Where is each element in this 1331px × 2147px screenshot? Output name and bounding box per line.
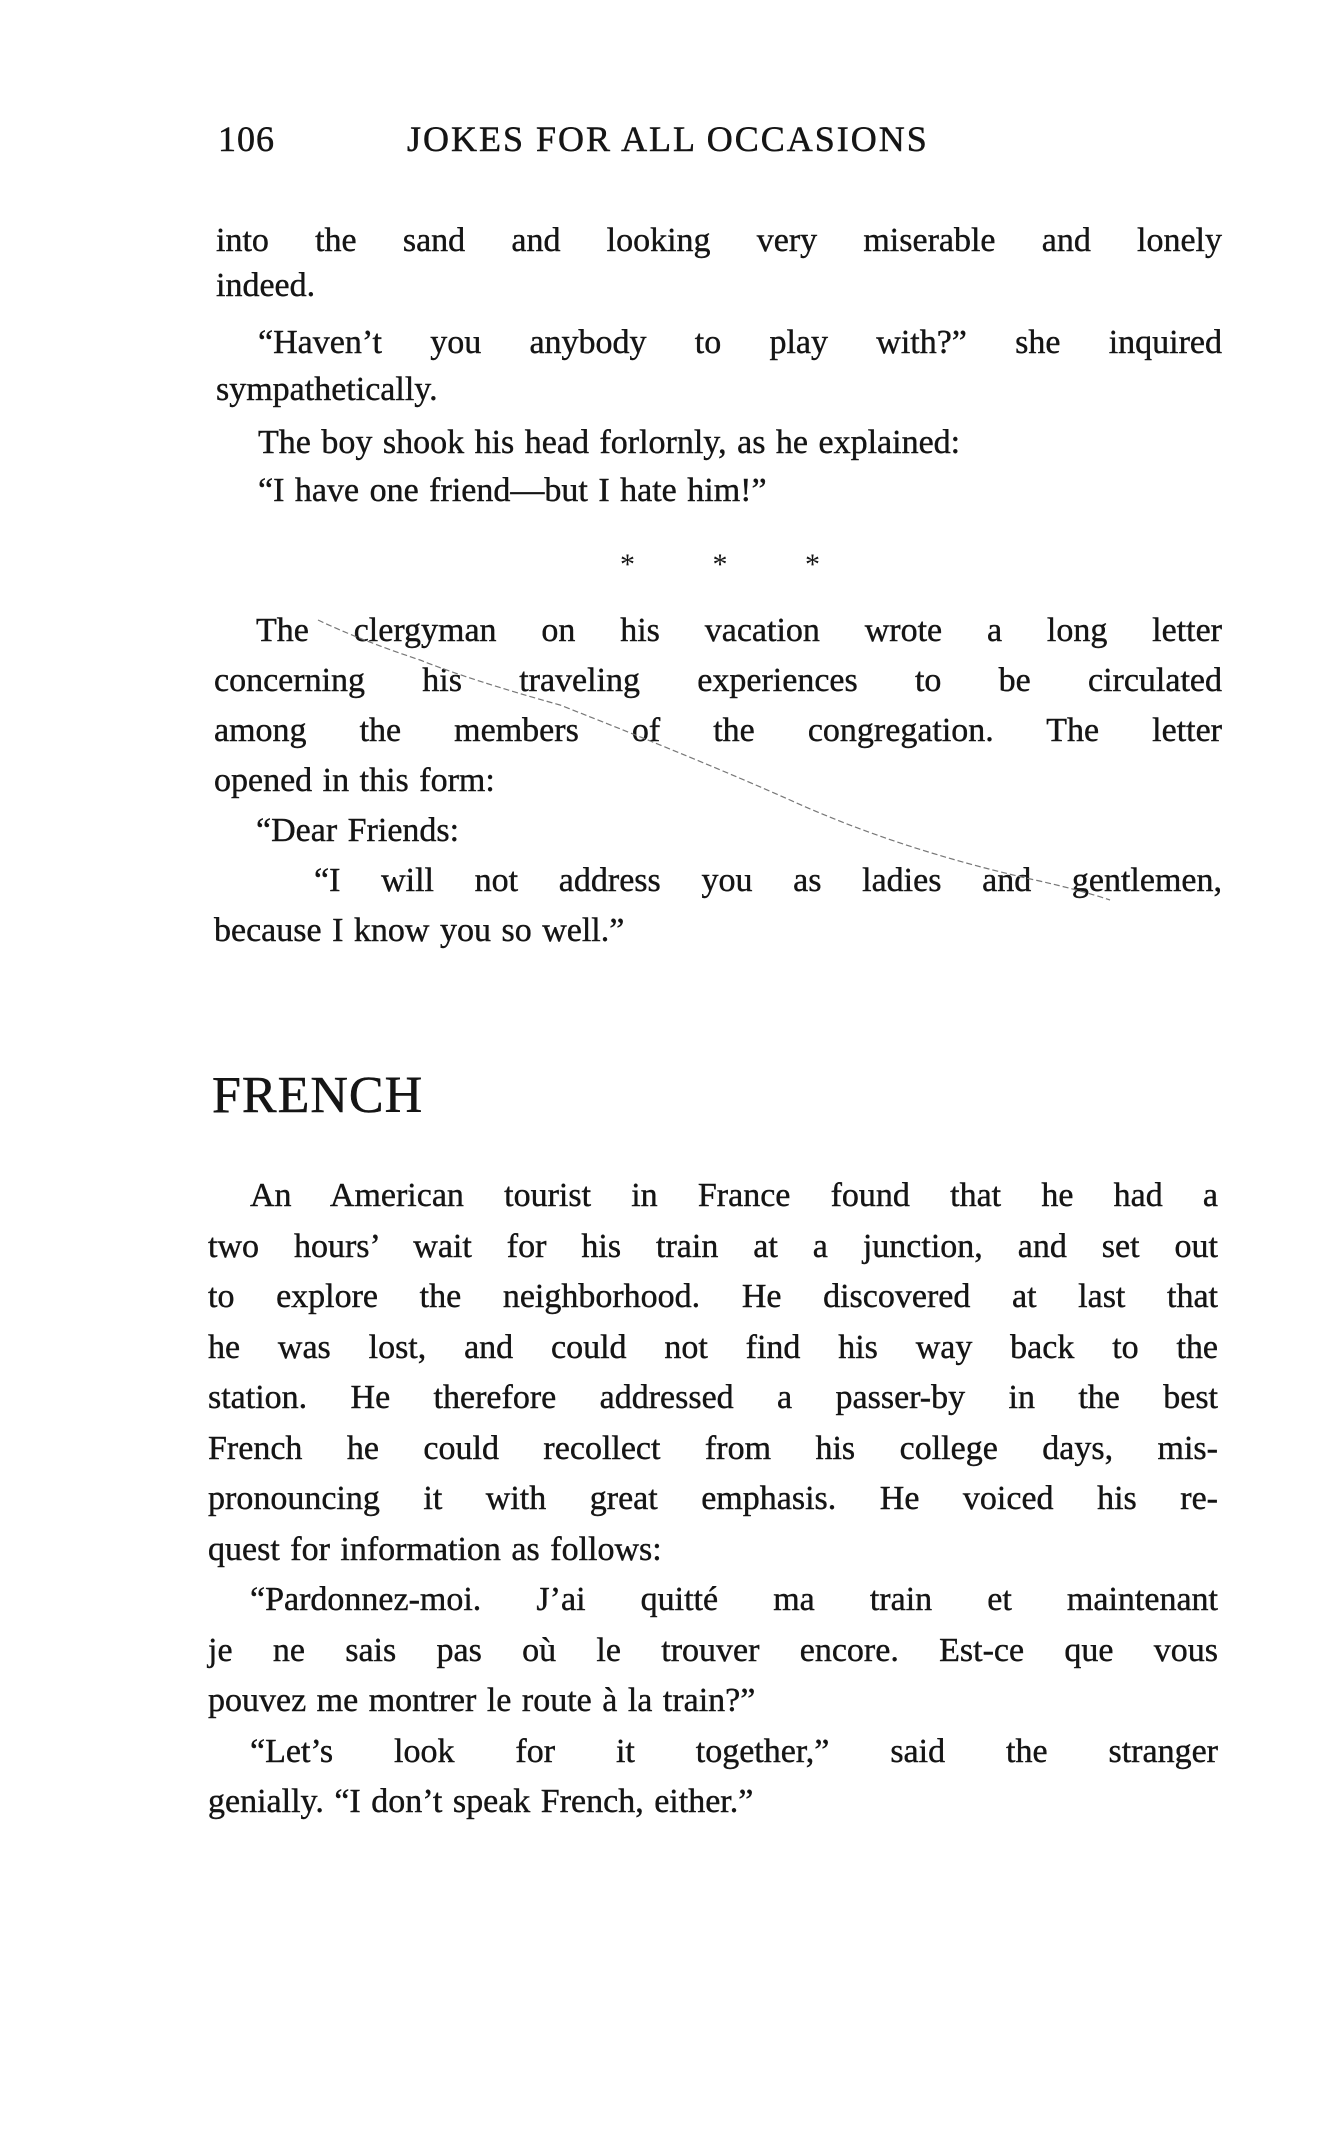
text-line: two hours’ wait for his train at a junction, and set out [208, 1227, 1218, 1265]
text-line: “Let’s look for it together,” said the stranger [250, 1732, 1218, 1770]
text-line: pronouncing it with great emphasis. He voiced his re- [208, 1480, 1218, 1517]
section-separator [620, 548, 820, 582]
text-line: je ne sais pas où le trouver encore. Est-ce que vous [208, 1631, 1218, 1669]
text-line: opened in this form: [214, 762, 495, 799]
text-line: An American tourist in France found that he had a [250, 1177, 1218, 1214]
text-line: to explore the neighborhood. He discovered at last that [208, 1278, 1218, 1315]
text-line: concerning his traveling experiences to be circulated [214, 662, 1222, 699]
text-line: because I know you so well.” [214, 912, 625, 949]
asterisk: * [712, 548, 728, 581]
running-title: JOKES FOR ALL OCCASIONS [407, 119, 929, 159]
text-line: he was lost, and could not find his way back to the [208, 1328, 1218, 1366]
asterisk: * [805, 548, 820, 581]
text-line: quest for information as follows: [208, 1530, 662, 1568]
text-line: The boy shook his head forlornly, as he explained: [258, 424, 961, 461]
section-heading: FRENCH [212, 1067, 424, 1124]
text-line: “Haven’t you anybody to play with?” she inquired [258, 324, 1222, 361]
text-line: “Pardonnez-moi. J’ai quitté ma train et maintenant [250, 1581, 1218, 1618]
text-line: genially. “I don’t speak French, either.” [208, 1783, 754, 1820]
text-line: indeed. [216, 267, 316, 304]
text-line: “I have one friend—but I hate him!” [258, 472, 767, 509]
text-line: “I will not address you as ladies and gentlemen, [314, 862, 1222, 899]
text-line: station. He therefore addressed a passer-by in the best [208, 1379, 1218, 1416]
text-line: into the sand and looking very miserable and lonely [216, 222, 1222, 259]
text-line: The clergyman on his vacation wrote a long letter [256, 612, 1222, 649]
asterisk: * [620, 548, 635, 581]
text-line: sympathetically. [216, 371, 438, 408]
text-line: pouvez me montrer le route à la train?” [208, 1682, 756, 1719]
text-line: among the members of the congregation. The letter [214, 712, 1222, 749]
page-number: 106 [218, 119, 275, 159]
text-line: “Dear Friends: [256, 812, 460, 849]
text-line: French he could recollect from his college days, mis- [208, 1429, 1218, 1467]
